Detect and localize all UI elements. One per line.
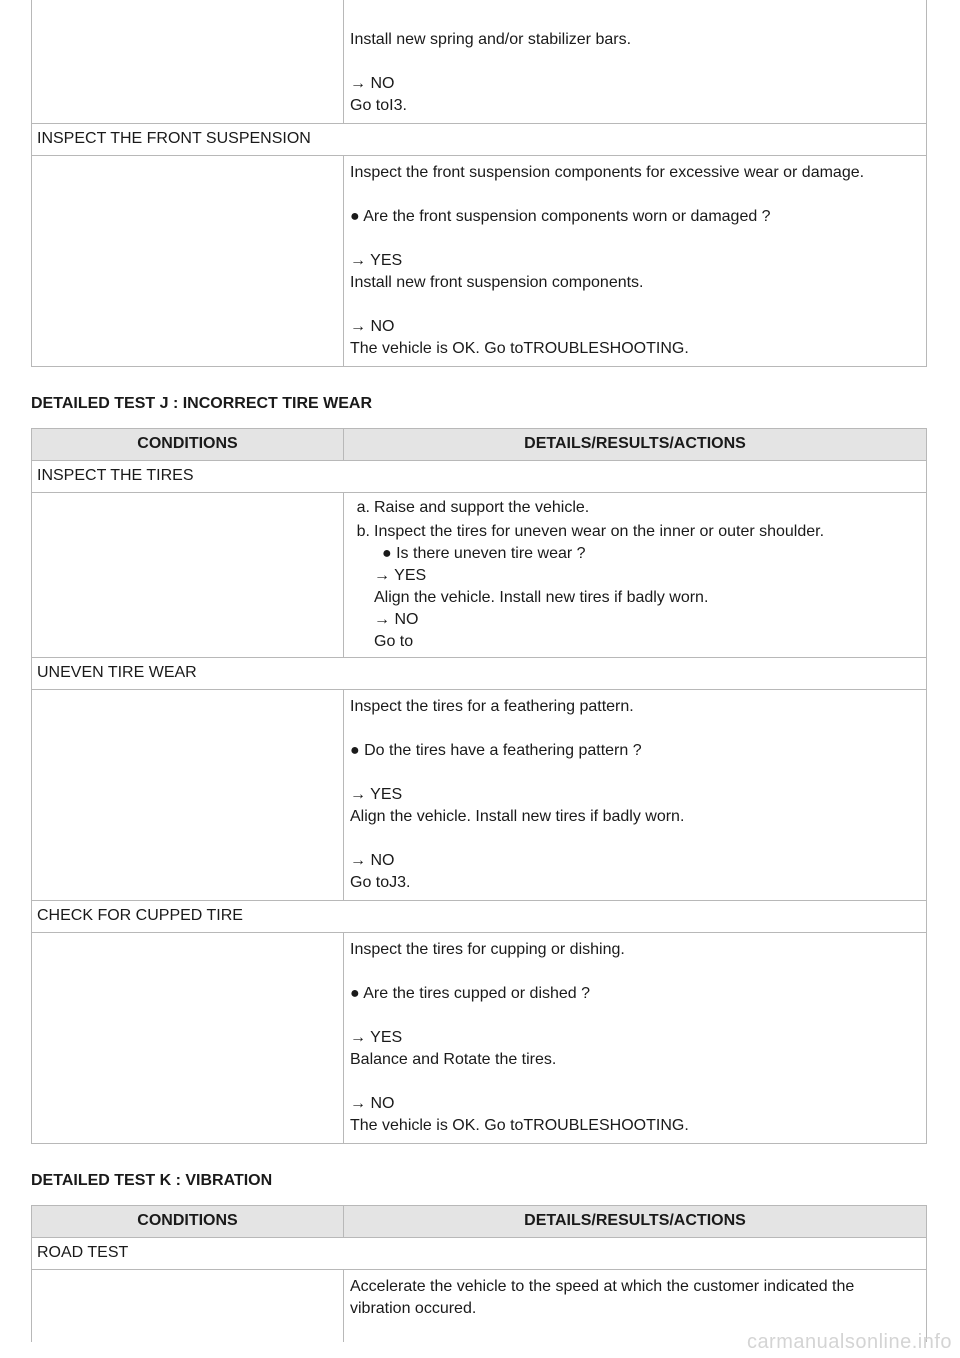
- test-i-continuation-table: [31, 0, 927, 367]
- no-action: Go toJ3.: [350, 874, 411, 891]
- yes-answer: → YES: [374, 567, 427, 584]
- no-answer: → NO: [350, 318, 395, 335]
- no-action: Go to: [374, 633, 414, 650]
- section-heading: UNEVEN TIRE WEAR: [32, 658, 927, 690]
- conditions-cell: [32, 1270, 344, 1343]
- step-b-details: [350, 543, 918, 653]
- test-k-title: DETAILED TEST K : VIBRATION: [31, 1172, 273, 1189]
- details-cell: [344, 690, 927, 901]
- question-text: ● Are the front suspension components worn or damaged ?: [350, 208, 771, 225]
- step-list: [350, 497, 918, 543]
- no-action: The vehicle is OK. Go toTROUBLESHOOTING.: [350, 340, 689, 357]
- test-k-table: [31, 1205, 927, 1342]
- no-answer: → NO: [374, 611, 419, 628]
- instruction-text: Inspect the tires for a feathering pattern.: [350, 698, 634, 715]
- document-page: [31, 0, 926, 1342]
- instruction-text: Inspect the front suspension components for excessive wear or damage.: [350, 164, 865, 181]
- details-header: DETAILS/RESULTS/ACTIONS: [344, 1206, 927, 1238]
- step-item: [350, 497, 918, 519]
- yes-answer: → YES: [350, 786, 403, 803]
- conditions-cell: [32, 156, 344, 367]
- step-item: [350, 521, 918, 543]
- conditions-cell: [32, 690, 344, 901]
- details-header: DETAILS/RESULTS/ACTIONS: [344, 429, 927, 461]
- no-answer: → NO: [350, 1095, 395, 1112]
- yes-answer: → YES: [350, 252, 403, 269]
- watermark: carmanualsonline.info: [746, 1331, 952, 1353]
- yes-answer: → YES: [350, 1029, 403, 1046]
- no-answer: → NO: [350, 75, 395, 92]
- details-cell: [344, 156, 927, 367]
- test-j-table: [31, 428, 927, 1144]
- section-heading: ROAD TEST: [32, 1238, 927, 1270]
- step-marker: a.: [356, 499, 370, 516]
- yes-action: Balance and Rotate the tires.: [350, 1051, 557, 1068]
- test-j-title: DETAILED TEST J : INCORRECT TIRE WEAR: [31, 395, 373, 412]
- conditions-cell: [32, 0, 344, 124]
- yes-action: Install new front suspension components.: [350, 274, 644, 291]
- conditions-cell: [32, 933, 344, 1144]
- question-text: ● Do the tires have a feathering pattern ?: [350, 742, 642, 759]
- details-cell: [344, 0, 927, 124]
- conditions-cell: [32, 493, 344, 658]
- step-text: Inspect the tires for uneven wear on the inner or outer shoulder.: [374, 523, 825, 540]
- instruction-text: Accelerate the vehicle to the speed at which the customer indicated the vibration occured.: [350, 1278, 855, 1317]
- step-marker: b.: [356, 523, 370, 540]
- yes-action: Align the vehicle. Install new tires if badly worn.: [350, 808, 685, 825]
- section-heading: INSPECT THE FRONT SUSPENSION: [32, 124, 927, 156]
- no-answer: → NO: [350, 852, 395, 869]
- no-action: The vehicle is OK. Go toTROUBLESHOOTING.: [350, 1117, 689, 1134]
- step-text: Raise and support the vehicle.: [374, 499, 590, 516]
- yes-action: Align the vehicle. Install new tires if badly worn.: [374, 589, 709, 606]
- instruction-text: Inspect the tires for cupping or dishing.: [350, 941, 625, 958]
- question-text: ● Are the tires cupped or dished ?: [350, 985, 591, 1002]
- conditions-header: CONDITIONS: [32, 429, 344, 461]
- question-text: ● Is there uneven tire wear ?: [382, 545, 586, 562]
- section-heading: CHECK FOR CUPPED TIRE: [32, 901, 927, 933]
- details-cell: [344, 933, 927, 1144]
- conditions-header: CONDITIONS: [32, 1206, 344, 1238]
- details-cell: [344, 493, 927, 658]
- goto-link: Go toI3.: [350, 97, 407, 114]
- action-text: Install new spring and/or stabilizer bars.: [350, 31, 632, 48]
- section-heading: INSPECT THE TIRES: [32, 461, 927, 493]
